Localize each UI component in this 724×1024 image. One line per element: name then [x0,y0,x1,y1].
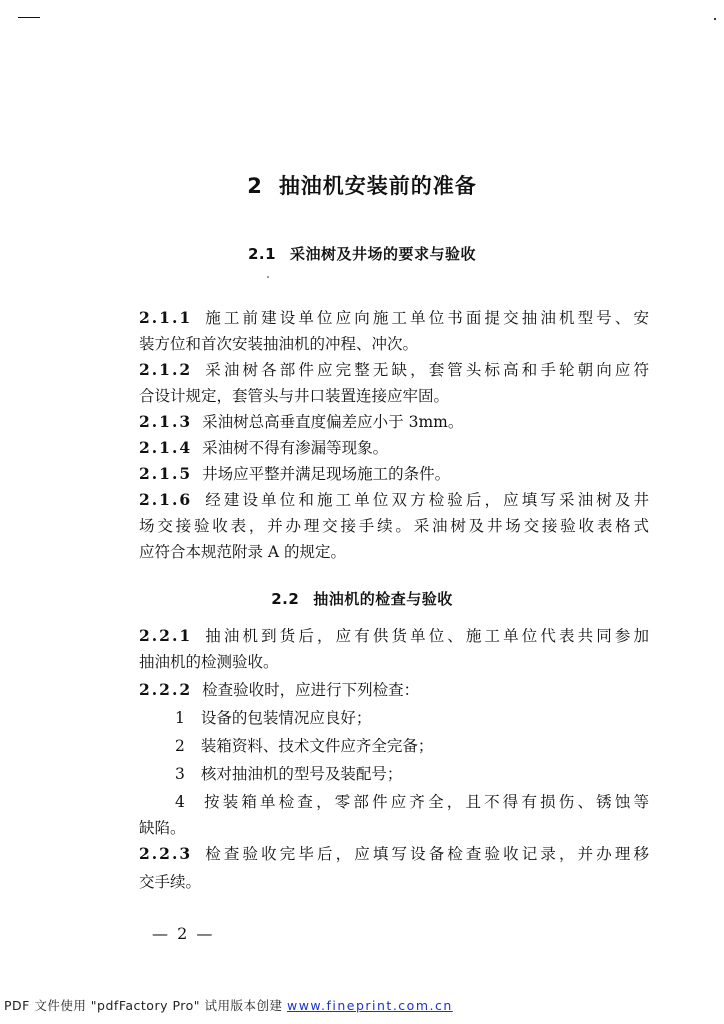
clause-text: 采油树各部件应完整无缺，套管头标高和手轮朝向应符 [202,361,649,379]
list-item-number: 1 [175,709,185,727]
list-item [175,761,649,787]
clause-2-2-3 [139,841,649,867]
clause-number: 2.1.5 [139,464,193,483]
clause-text: 抽油机到货后，应有供货单位、施工单位代表共同参加 [202,627,649,645]
list-item-text: 装箱资料、技术文件应齐全完备； [200,737,434,755]
scan-speck [267,276,269,278]
list-item-number: 2 [175,737,185,755]
clause-text: 施工前建设单位应向施工单位书面提交抽油机型号、安 [202,309,649,327]
section-title-2-2 [0,588,724,609]
list-item-number: 3 [175,765,185,783]
list-item-text: 按装箱单检查，零部件应齐全，且不得有损伤、锈蚀等 [200,793,649,811]
clause-2-1-1-cont: 装方位和首次安装抽油机的冲程、冲次。 [139,335,419,353]
list-item [175,705,649,731]
header-rule [18,17,40,18]
list-item [175,789,649,815]
clause-text: 井场应平整并满足现场施工的条件。 [202,465,451,483]
page-number: — 2 — [152,924,215,943]
footer-text: PDF 文件使用 "pdfFactory Pro" 试用版本创建 [4,998,287,1013]
chapter-title-text: 抽油机安装前的准备 [278,174,477,198]
chapter-title [0,170,724,200]
list-item [175,733,649,759]
clause-2-1-2-cont: 合设计规定，套管头与井口装置连接应牢固。 [139,387,450,405]
clause-number: 2.2.3 [139,844,193,863]
clause-number: 2.1.4 [139,438,193,457]
clause-2-2-1 [139,623,649,649]
section-number: 2.2 [271,590,300,608]
list-item-text: 设备的包装情况应良好； [200,709,372,727]
clause-2-1-3 [139,409,649,435]
chapter-number: 2 [247,174,263,198]
clause-2-1-6-cont: 场交接验收表，并办理交接手续。采油树及井场交接验收表格式 [139,517,649,535]
list-item-number: 4 [175,793,185,811]
clause-text: 经建设单位和施工单位双方检验后，应填写采油树及井 [202,491,649,509]
clause-number: 2.2.2 [139,680,193,699]
scan-speck [714,18,716,20]
clause-2-1-4 [139,435,649,461]
clause-2-1-1 [139,305,649,331]
clause-2-1-6 [139,487,649,513]
list-item-text: 核对抽油机的型号及装配号； [200,765,403,783]
clause-2-1-5 [139,461,649,487]
clause-2-1-6-cont: 应符合本规范附录 A 的规定。 [139,543,347,561]
clause-number: 2.1.2 [139,360,193,379]
clause-text: 检查验收时，应进行下列检查： [202,681,420,699]
section-title-text: 采油树及井场的要求与验收 [290,245,477,263]
clause-text: 采油树总高垂直度偏差应小于 3mm。 [202,413,464,431]
clause-text: 检查验收完毕后，应填写设备检查验收记录，并办理移 [202,845,649,863]
footer-link[interactable]: www.fineprint.com.cn [286,998,453,1013]
pdf-footer [4,996,453,1014]
section-number: 2.1 [247,245,277,263]
clause-2-2-1-cont: 抽油机的检测验收。 [139,653,279,671]
clause-number: 2.1.1 [139,308,193,327]
clause-2-1-2 [139,357,649,383]
clause-2-2-3-cont: 交手续。 [139,873,202,891]
clause-number: 2.2.1 [139,626,193,645]
clause-number: 2.1.3 [139,412,193,431]
section-title-text: 抽油机的检查与验收 [313,590,453,608]
clause-text: 采油树不得有渗漏等现象。 [202,439,389,457]
clause-number: 2.1.6 [139,490,193,509]
list-item-cont: 缺陷。 [139,819,186,837]
clause-2-2-2 [139,677,649,703]
section-title-2-1 [0,243,724,264]
